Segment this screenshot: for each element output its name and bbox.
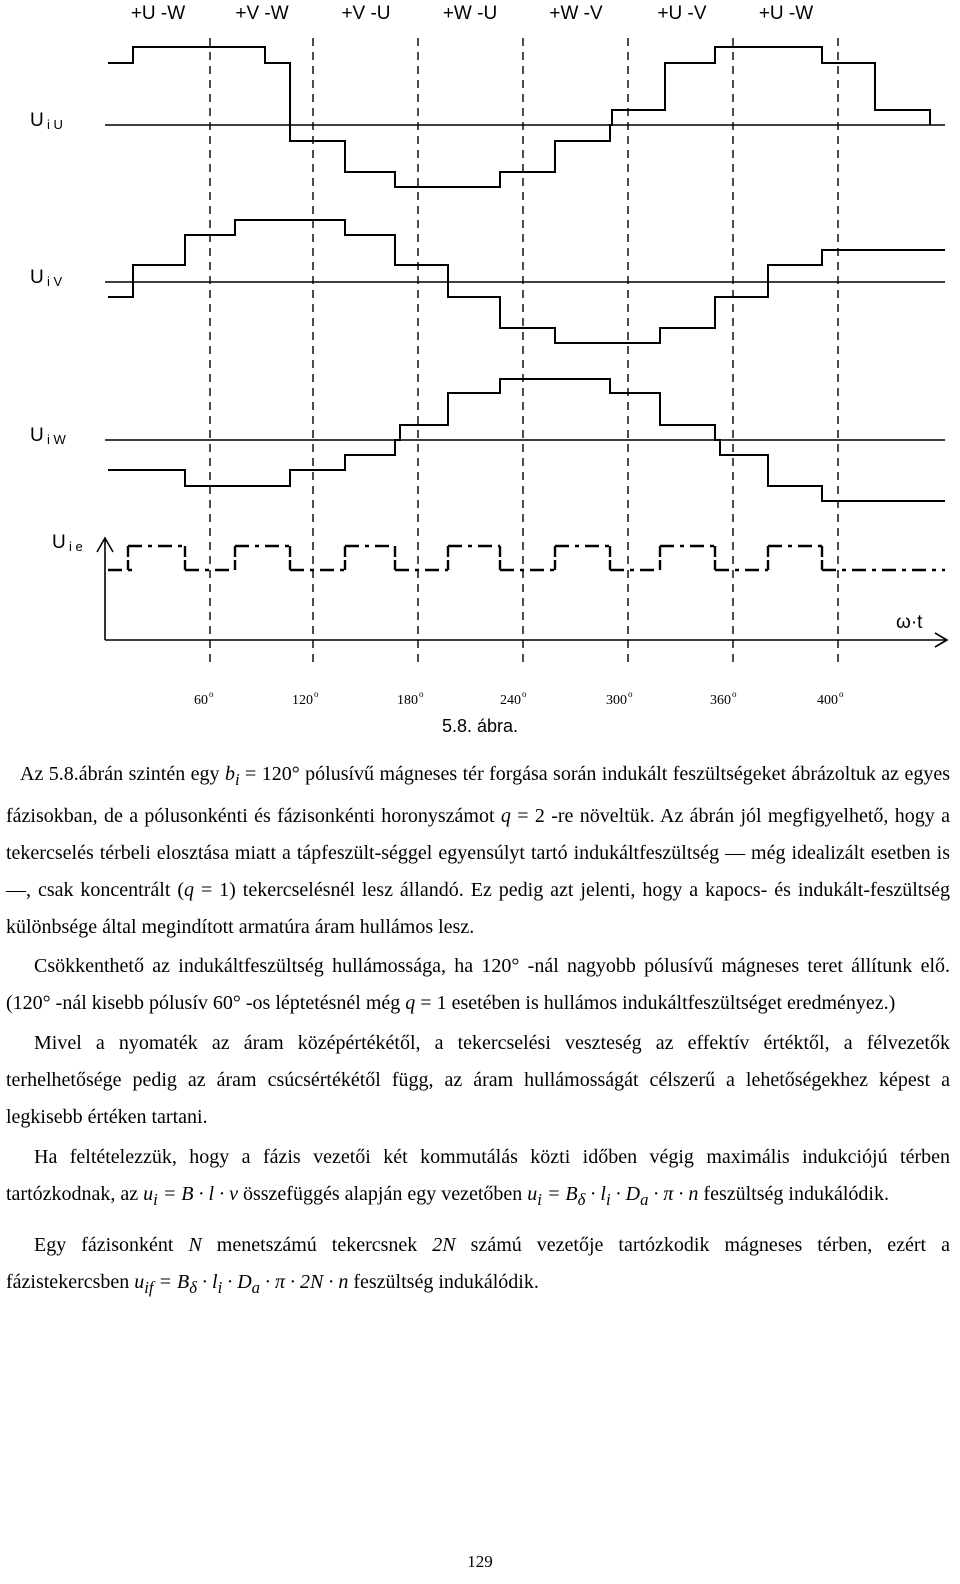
- row-label-sub: i U: [47, 117, 63, 132]
- phase-label: +V -U: [341, 3, 391, 24]
- q-value-3: = 1: [415, 992, 447, 1014]
- p2-text-d: -os léptetésnél még: [240, 992, 406, 1014]
- p5-text-d: feszültség indukálódik.: [348, 1271, 539, 1293]
- p3-text: Mivel a nyomaték az áram középértékétől, a tekercselési veszteség az effektív értéktől, a félvezetők terhelhetősége pedig az áram csúcsértékétől függ, az áram hullámosságát célszerű a lehetőségekhez képest a legkisebb értéken tartani.: [6, 1032, 950, 1128]
- angle-tick-label: 180: [397, 693, 418, 708]
- angle-tick-degree: o: [522, 689, 527, 699]
- angle-120-b: 120°: [12, 992, 51, 1014]
- b-delta-symbol-2: = B: [153, 1271, 190, 1293]
- p4-text-c: feszültség indukálódik.: [698, 1183, 889, 1205]
- paragraph-4: [6, 1139, 950, 1218]
- row-label-sub: i W: [47, 432, 66, 447]
- d-subscript-2: a: [251, 1278, 260, 1297]
- row-label-main: U: [30, 110, 44, 131]
- angle-tick-degree: o: [419, 689, 424, 699]
- q-symbol: q: [500, 805, 511, 827]
- p2-text-c: -nál kisebb pólusív: [50, 992, 213, 1014]
- angle-tick-label: 400: [817, 693, 838, 708]
- angle-tick-label: 360: [710, 693, 731, 708]
- b-value: = 120°: [239, 763, 300, 785]
- p4-text-b: összefüggés alapján egy vezetőben: [237, 1183, 528, 1205]
- angle-tick-label: 60: [194, 693, 208, 708]
- pi-n-formula: · π · n: [648, 1183, 699, 1205]
- two-n-symbol: 2N: [432, 1234, 456, 1256]
- u-symbol-2: u: [527, 1183, 538, 1205]
- p1-text-c: -re növeltük. Az ábrán jól megfigyelhető, hogy a tekercselés térbeli elosztása miatt a tápfeszült-séggel egyensúlyt tartó indukáltfeszültség: [6, 805, 951, 864]
- p2-text-e: esetében is hullámos indukáltfeszültséget eredményez.): [446, 992, 896, 1014]
- u-if-symbol: u: [134, 1271, 145, 1293]
- angle-tick-degree: o: [209, 689, 214, 699]
- p4-text-a: Ha feltételezzük, hogy a fázis vezetői két kommutálás közti időben végig maximális indukciójú térben tartózkodnak, az: [6, 1146, 950, 1205]
- angle-tick-degree: o: [628, 689, 633, 699]
- if-subscript: if: [144, 1278, 154, 1297]
- q-symbol-3: q: [405, 992, 416, 1014]
- p2-text-a: Csökkenthető az indukáltfeszültség hullámossága, ha: [34, 955, 482, 977]
- p5-text-a: Egy fázisonként: [34, 1234, 189, 1256]
- waveform-figure: [0, 0, 960, 750]
- b-delta-symbol: = B: [541, 1183, 578, 1205]
- omega-t-label: ω·t: [896, 612, 923, 633]
- uie-axes: [97, 538, 947, 647]
- p1-text-d: még idealizált esetben is: [745, 842, 950, 864]
- p1-text-b: pólusívű mágneses tér forgása során indukált feszültségeket ábrázoltuk az egyes fázisokban, de a pólusonkénti és fázisonkénti horonyszámot: [6, 763, 951, 827]
- angle-tick-label: 240: [500, 693, 521, 708]
- p1-text-f: ) tekercselésnél lesz állandó. Ez pedig azt jelenti, hogy a kapocs- és indukált-feszültség különbsége által megindított armatúra áram hullámos lesz.: [6, 879, 950, 938]
- d-symbol-2: · D: [222, 1271, 252, 1293]
- u-subscript: i: [153, 1190, 158, 1209]
- delta-subscript-2: δ: [189, 1278, 197, 1297]
- q-symbol-2: q: [184, 879, 194, 901]
- d-symbol: · D: [610, 1183, 641, 1205]
- row-label-main: U: [52, 532, 66, 553]
- n-symbol: N: [188, 1234, 202, 1256]
- angle-tick-degree: o: [732, 689, 737, 699]
- p5-text-c: számú vezetője tartózkodik mágneses térben, ezért a fázistekercsben: [6, 1234, 950, 1293]
- b-subscript: i: [234, 770, 240, 789]
- angle-tick-degree: o: [839, 689, 844, 699]
- paragraph-3: [6, 1025, 950, 1136]
- uiu-waveform: [108, 47, 930, 187]
- p5-text-b: menetszámú tekercsnek: [201, 1234, 433, 1256]
- angle-tick-label: 300: [606, 693, 627, 708]
- p1-text-a: Az 5.8.ábrán szintén egy: [20, 763, 225, 785]
- q-value: = 2: [510, 805, 545, 827]
- b-symbol: b: [224, 763, 235, 785]
- l-symbol-2: · l: [197, 1271, 218, 1293]
- angle-60: 60°: [212, 992, 241, 1014]
- d-subscript: a: [640, 1190, 649, 1209]
- l-subscript-2: i: [217, 1278, 223, 1297]
- phase-label: +U -W: [758, 3, 814, 24]
- delta-subscript: δ: [577, 1190, 586, 1209]
- phase-label: +V -W: [235, 3, 289, 24]
- figure-caption: 5.8. ábra.: [441, 716, 519, 736]
- l-subscript: i: [605, 1190, 611, 1209]
- dash-2: —: [6, 879, 26, 901]
- phase-label: +U -V: [657, 3, 707, 24]
- p2-text-b: -nál nagyobb pólusívű mágneses teret állítunk elő. (: [6, 955, 950, 1014]
- blv-formula: = B · l · v: [157, 1183, 238, 1205]
- row-label-sub: i e: [69, 539, 83, 554]
- paragraph-1: [6, 756, 950, 946]
- paragraph-2: [6, 948, 950, 1022]
- row-label-main: U: [30, 425, 44, 446]
- dashed-gridlines: [210, 38, 838, 668]
- l-symbol: · l: [585, 1183, 606, 1205]
- row-label-sub: i V: [47, 274, 63, 289]
- q-value-2: = 1: [194, 879, 230, 901]
- angle-tick-label: 120: [292, 693, 313, 708]
- angle-tick-degree: o: [314, 689, 319, 699]
- phase-label: +W -U: [442, 3, 498, 24]
- row-label-main: U: [30, 267, 44, 288]
- u-subscript-2: i: [537, 1190, 542, 1209]
- angle-120-a: 120°: [481, 955, 520, 977]
- phase-label: +U -W: [130, 3, 186, 24]
- page-number: 129: [467, 1552, 493, 1571]
- phase-label: +W -V: [549, 3, 603, 24]
- u-symbol: u: [143, 1183, 154, 1205]
- uie-waveform: [108, 546, 945, 570]
- p1-text-e: , csak koncentrált (: [26, 879, 184, 901]
- pi-2n-formula: · π · 2N · n: [259, 1271, 349, 1293]
- paragraph-5: [6, 1227, 950, 1306]
- dash-1: —: [725, 842, 746, 864]
